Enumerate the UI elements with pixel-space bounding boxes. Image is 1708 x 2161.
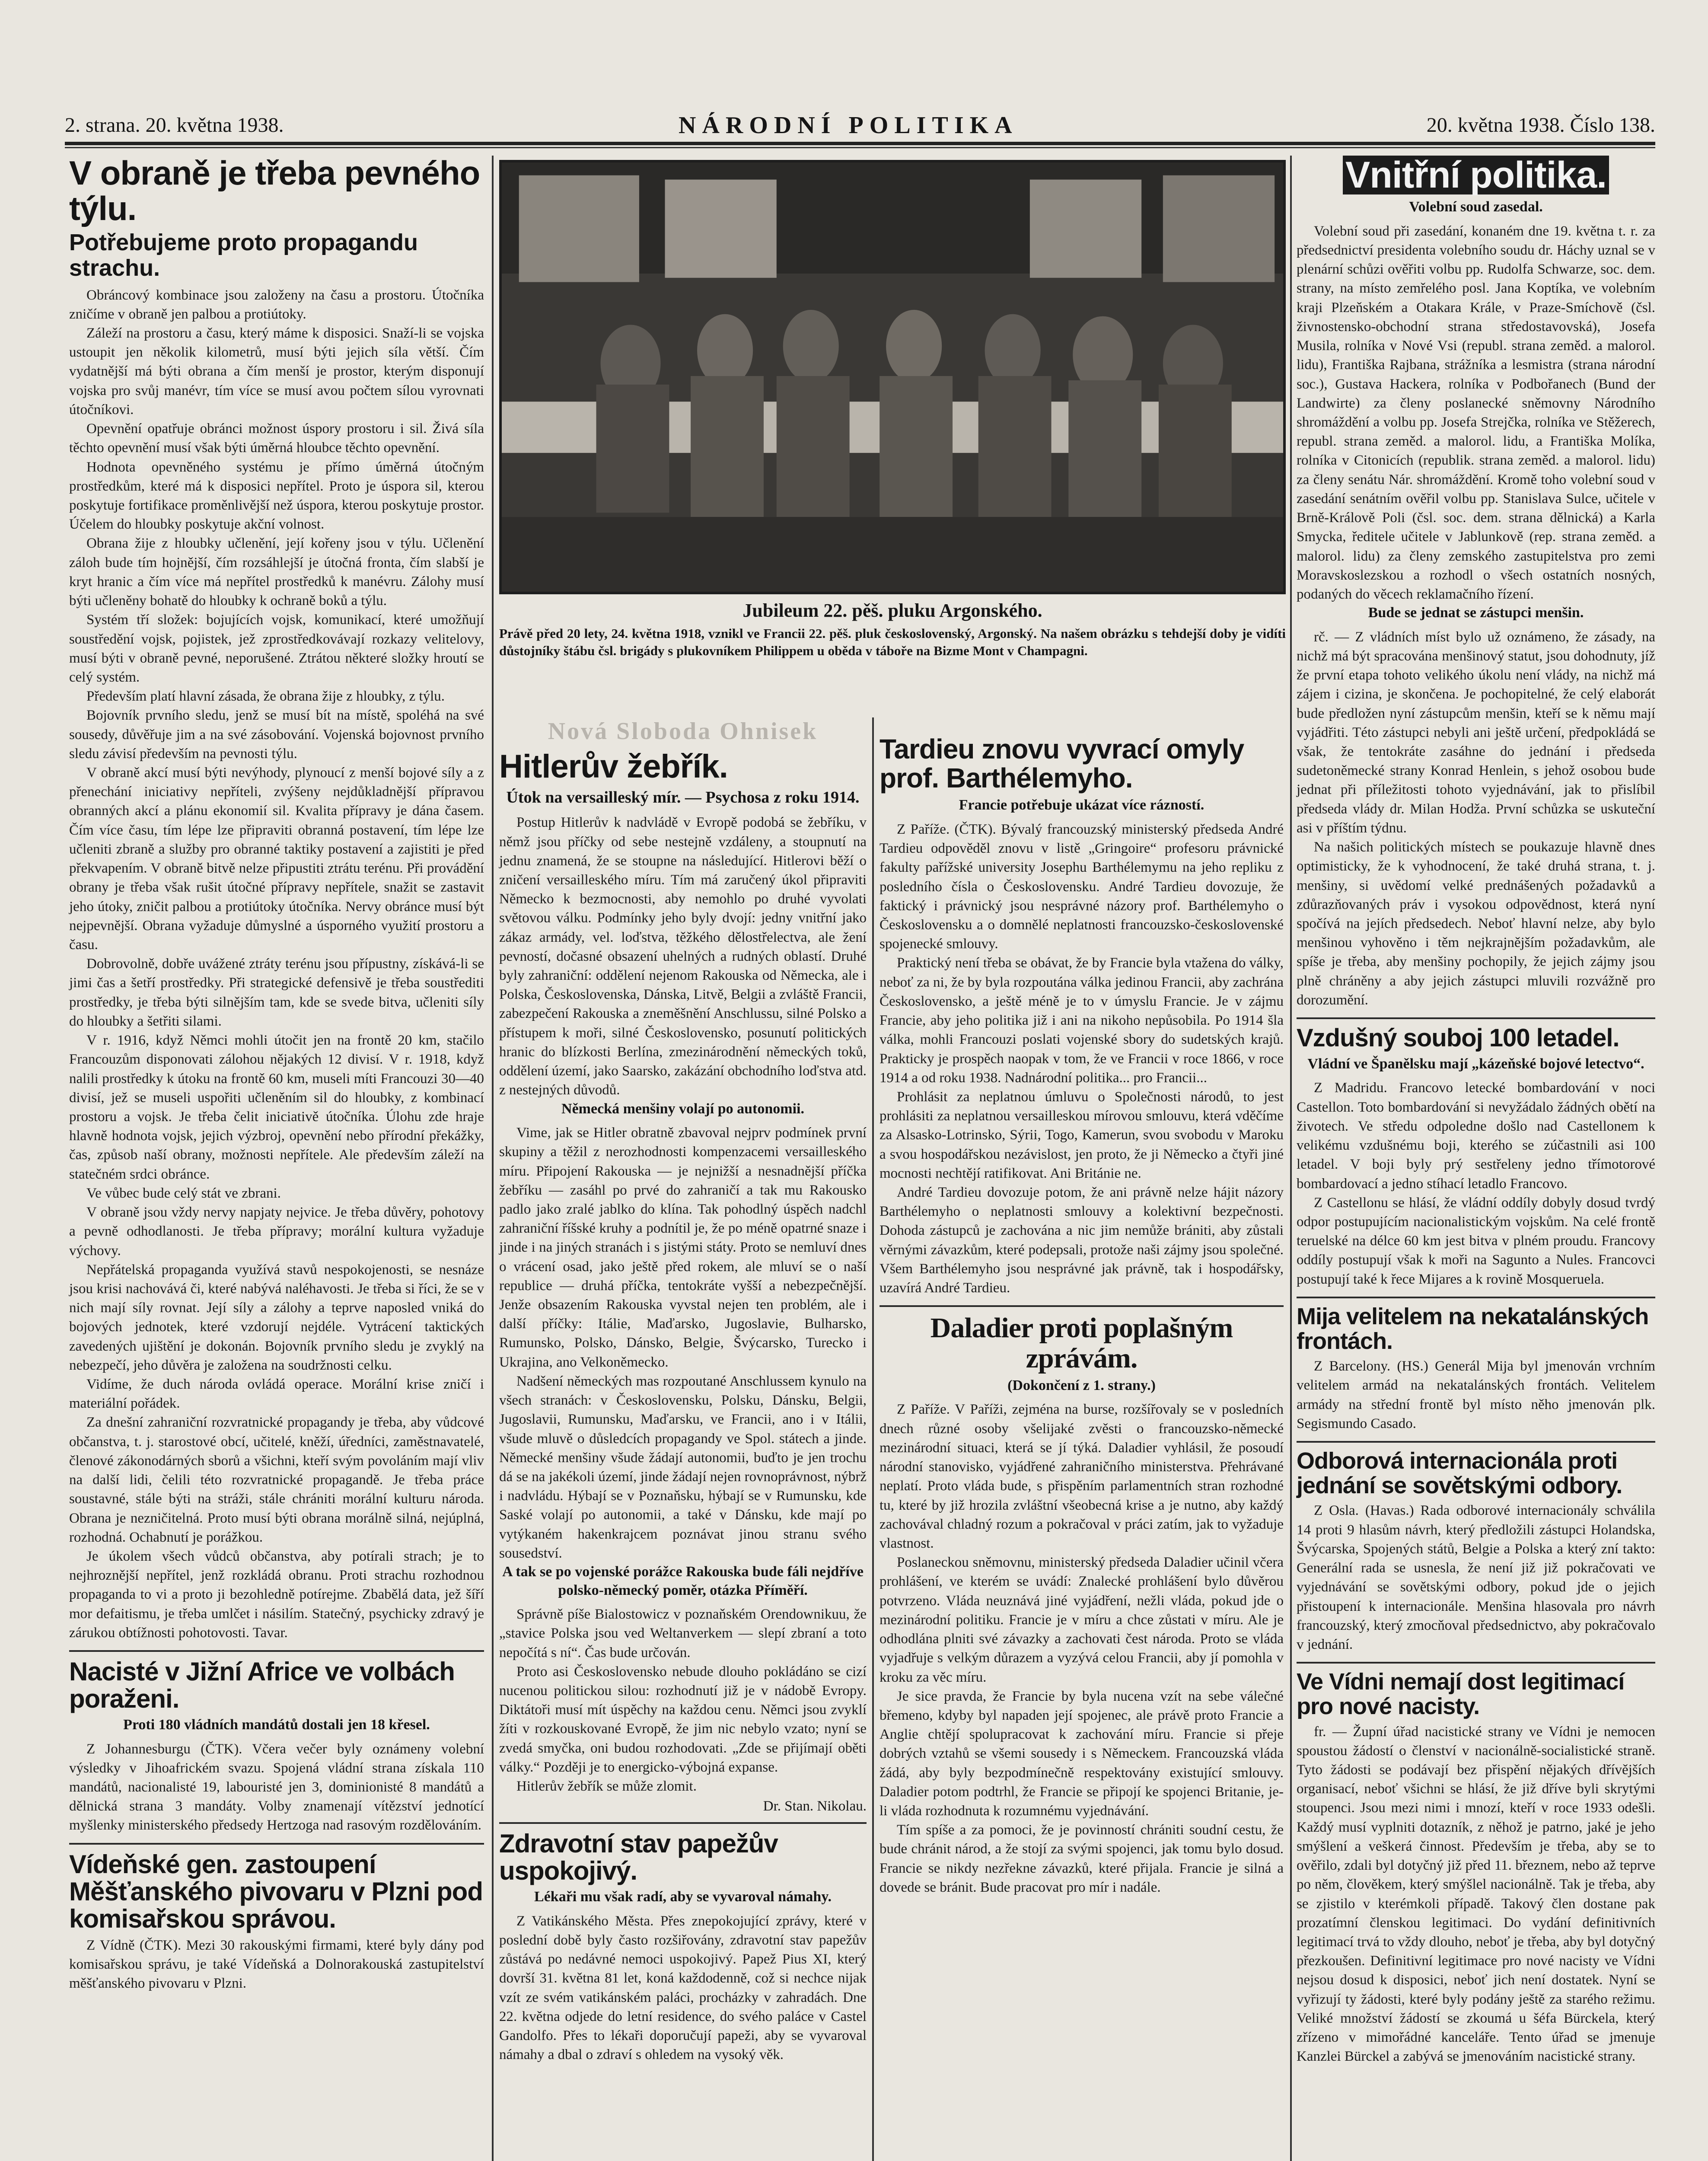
deck: Francie potřebuje ukázat více rázností. [959,797,1205,813]
divider [1297,1662,1655,1664]
masthead-date-left: 2. strana. 20. května 1938. [65,114,284,137]
divider [69,1843,484,1845]
subhead-propaganda: Potřebujeme proto propagandu strachu. [69,229,418,281]
paragraph: Z Osla. (Havas.) Rada odborové internacionály schválila 14 proti 9 hlasům návrh, který předložili zástupci Holandska, Švýcarska, Spojených států, Belgie a Polska a který zní takto: Generální rada se usnesla, že není již již pokračovati ve vyjednávání se sovětskými odbory, pokud jde o jejich přistoupení k internacionále. Menšina hlasovala pro návrh francouzský, který zmocňoval předsednictvo, aby pokračovalo v jednání. [1297,1503,1655,1652]
paragraph: V r. 1916, když Němci mohli útočit jen na frontě 20 km, stačilo Francouzům disponovati zálohou nějakých 12 divisí. V r. 1918, když nalili prostředky k útoku na frontě 60 km, museli míti Francouzi 30—40 divisí, jež se museli uspořiti učleněním sil do hloubky, z kombinací prostoru a vojsk. Je třeba čelit iniciativě útočníka. Úlohu zde hraje hlavně hodnota vojsk, jejich výzbroj, opevnění nebo přírodní překážky, čas, způsob naší obrany, možnosti nepřítele. Ale především záleží na statečném srdci obránce. [69,1033,484,1182]
deck: Lékaři mu však radí, aby se vyvaroval námahy. [534,1889,832,1905]
masthead [65,113,1655,143]
paragraph: Z Vídně (ČTK). Mezi 30 rakouskými firmami, které byly dány pod komisařskou správu, je také Vídeňská a Dolnorakouská zastupitelství měšťanského pivovaru v Plzni. [69,1937,484,1992]
section-subhead: Německá menšiny volají po autonomii. [561,1100,804,1117]
paragraph: Proto asi Československo nebude dlouho pokládáno se cizí nucenou politickou silou: rozhodnutí již je v nádobě Evropy. Diktátoři musí mít úspěchy na každou cenu. Němci jsou zvyklí žíti v rozkouskované Evropě, že jim nic nebylo vzato; nyní se zvedá smyčka, oni budou rozhodovati. „Zde se přijímají oběti války.“ Později je to energicko-výbojná expanse. [499,1664,867,1775]
masthead-rule [65,142,1655,145]
paragraph: Z Barcelony. (HS.) Generál Mija byl jmenován vrchním velitelem armád na nekatalánských frontách. Velitelem armády na střední frontě byl místo něho jmenován plk. Segismundo Casado. [1297,1358,1655,1431]
headline-hitleruv-zebrik: Hitlerův žebřík. [499,748,728,785]
paragraph: Dobrovolně, dobře uvážené ztráty terénu jsou přípustny, získává-li se jimi čas a šetří prostředky. Při strategické defensivě je třeba soustřediti prostředky, je třeba býti silnějším tam, kde se svede bitva, učleniti síly do hloubky a šetřiti silami. [69,956,484,1029]
paragraph: Obráncový kombinace jsou založeny na času a prostoru. Útočníka zničíme v obraně jen palbou a protiútoky. [69,287,484,322]
section-subhead: Bude se jednat se zástupci menšin. [1368,605,1584,621]
paragraph: Záleží na prostoru a času, který máme k disposici. Snaží-li se vojska ustoupit jen několik kilometrů, musí býti jejich síla větší. Čím vydatnější má býti obrana a čím menší je prostor, kterým disponují vojska pro svůj manévr, tím více se musí avou počtem sílou vyrovnati útočníkovi. [69,325,484,418]
headline-nacisté-afrika: Nacisté v Jižní Africe ve volbách poraženi. [69,1657,455,1714]
paragraph: Je úkolem všech vůdců občanstva, aby potírali strach; je to nejhroznější nepřítel, jenž rozkládá obranu. Proti strachu rozhodnou propaganda to vi a proto ji bezohledně potírejme. Zbabělá data, jež šíří mor defaitismu, je třeba umlčet i násilím. Statečný, psychicky zdravý je zárukou obtížnosti pohotovosti. Tavar. [69,1549,484,1641]
headline-daladier: Daladier proti poplašným zprávám. [930,1312,1233,1374]
deck: Útok na versailleský mír. — Psychosa z roku 1914. [506,788,860,806]
paragraph: Obrana žije z hloubky učlenění, její kořeny jsou v týlu. Učlenění záloh bude tím hojnější, čím rozsáhlejší je útočná fronta, čím slabší je kryt hranic a čím více má nepřítel prostředků k manévru. Zálohy musí býti učleněny bohatě do hloubky k ochraně boků a týlu. [69,535,484,609]
caption-text: Právě před 20 lety, 24. května 1918, vznikl ve Francii 22. pěš. pluk československý, Argonský. Na našem obrázku s tehdejší doby je vidíti důstojníky štábu čsl. brigády s plukovníkem Philippem u oběda v táboře na Bizme Mont v Champagni. [499,626,1286,658]
divider [1297,1017,1655,1019]
section-subhead: Volební soud zasedal. [1409,199,1543,215]
paragraph: Z Paříže. V Paříži, zejména na burse, rozšířovaly se v posledních dnech různé osoby všelijaké zvěsti o francouzsko-německé mezinárodní situaci, která se jí týká. Daladier vyhlásil, že posoudí národní stanovisko, vyjádřené zahraničního ministerstva. Přehrávané neplatí. Proto vláda bude, s přispěním parlamentních stran rozhodné tu, které by již hrozila zvláštní všeobecná krise a je nutno, aby každý zachovával chladný rozum a pokračoval v práci zatím, jak to vyžaduje vlastnost. [879,1402,1284,1551]
column-2 [499,717,867,2065]
headline-mija: Mija velitelem na nekatalánských frontách. [1297,1303,1649,1354]
section-subhead: A tak se po vojenské porážce Rakouska bude fáli nejdříve polsko-německý poměr, otázka Příměří. [502,1564,864,1598]
paragraph: Praktický není třeba se obávat, že by Francie byla vtažena do války, neboť za ni, že by byla rozpoutána válka jedinou Francii, aby zachrána Československo, a ještě méně je to v úmyslu Francie. Je v zájmu Francie, aby jeho politika již i ani na nikoho nepůsobila. Po 1914 šla válka, mohli Francouzi poslati vojenské sbory do sudetských krajů. Prakticky je prospěch naopak v tom, že ve Francii v roce 1866, v roce 1914 a od roku 1938. Nadnárodní politika... pro Francii... [879,955,1284,1086]
paragraph: V obraně jsou vždy nervy napjaty nejvice. Je třeba důvěry, pohotovy a pevně odhodlanosti. Je třeba přípravy; morální kultura vyžaduje výchovy. [69,1205,484,1259]
paragraph: Z Castellonu se hlásí, že vládní oddíly dobyly dosud tvrdý odpor postupujícím nacionalistickým vojskům. Na celé frontě teruelské na délce 60 km jest bitva v plném proudu. Francovy oddíly postupují však k moři na Sagunto a Nules. Francovci postupují také k řece Mijares a k rovině Mosqueruela. [1297,1195,1655,1287]
paragraph: Z Madridu. Francovo letecké bombardování v noci Castellon. Toto bombardování si nevyžádalo žádných obětí na životech. Ve středu odpoledne došlo nad Castellonem k velikému vzdušnému boji, kterého se zúčastnili asi 100 letadel. V boji byly prý sestřeleny jedno třímotorové bombardovací a jedno stíhací letadlo Francovo. [1297,1080,1655,1192]
paragraph: Správně píše Bialostowicz v poznaňském Orendownikuu, že „stavice Polska jsou ved Weltanverkem — slepí zbraní a toto nepočítá s ní“. Čas bude určován. [499,1606,867,1661]
headline-viden-legitimace: Ve Vídni nemají dost legitimací pro nové nacisty. [1297,1669,1625,1719]
paragraph: V obraně akcí musí býti nevýhody, plynoucí z menší bojové síly a z přenechání iniciativy nepříteli, zvýšeny nejdůkladnější přípravou obranných akcí a plánu ekonomií sil. Kvalita přípravy je dána časem. Čím více času, tím lépe lze připraviti obranná postavení, tím lépe lze učleniti zbraně a služby pro obranné taktiky postavení a zajistiti je před překvapením. V obraně bitvě nelze připustiti ztrátu terénu. Při provádění obrany je třeba však rušit útočné přípravy nepřítele, snažit se zastavit jeho útoky, zničit palbou a protiútoky útočníka. Nervy obránce musí být nejpevnější. Obrana vyžaduje důmyslné a úsporného využití prostoru a času. [69,765,484,953]
masthead-rule-thin [65,147,1655,148]
headline-vnitrni-politika [1297,156,1655,194]
paragraph: Systém tří složek: bojujících vojsk, komunikací, které umožňují soustředění vojsk, pojistek, jež zprostředkovávají rozkazy velitelovy, musí býti v obraně pevné, neporušené. Ztrátou některé složky hroutí se celý systém. [69,612,484,685]
divider [69,1650,484,1652]
column-3 [879,735,1284,1897]
caption-title: Jubileum 22. pěš. pluku Argonského. [742,600,1042,621]
bleed-through-header: Nová Sloboda Ohnisek [548,718,818,745]
deck: (Dokončení z 1. strany.) [1007,1377,1156,1393]
paragraph: Poslaneckou sněmovnu, ministerský předseda Daladier učinil včera prohlášení, ve kterém se uvádí: Znalecké prohlášení bylo důvěrou potvrzeno. Vláda neuznává jiné vyjádření, nežli vláda, pokud jde o mezinárodní politiku. Francie je v míru a chce zůstati v míru. Ale je odhodlána plniti své závazky a zachovati čest národa. Proto se vláda vyjadřuje s velkým důrazem a vyzývá celou Francii, aby jí pomohla v kroku za věc míru. [879,1555,1284,1685]
paragraph: fr. — Župní úřad nacistické strany ve Vídni je nemocen spoustou žádostí o členství v nacionálně-socialistické straně. Tyto žádosti se podávají bez přispění nějakých dřívějších organisací, neboť všichni se hlásí, že již dříve byli skrytými stoupenci. Jsou mezi nimi i mnozí, kteří v roce 1933 odešli. Každý musí vyplniti dotazník, z něhož je patrno, jaké je jeho smýšlení a veškerá činnost. Především je třeba, aby se to ověřilo, zdali byl dotyčný již před 11. březnem, nebo až teprve po něm, člověkem, který smýšlel nacionálně. Tak je třeba, aby se zjistilo v kterémkoli případě. Takový člen dostane pak prozatímní členskou legitimaci. Do vydání definitivních legitimací trvá to vždy dlouho, neboť je třeba, aby byl dotyčný přezkoušen. Definitivní legitimace pro nové nacisty ve Vídni nejsou dosud k disposici, neboť jich není dostatek. Nyní se vyřizují ty žádosti, které byly podány ještě za starého režimu. Veliké množství žádostí se zkoumá u šéfa Bürckela, který zřízeno v mimořádné kanceláře. Tento úřad se jmenuje Kanzlei Bürckel a zabývá se jmenováním nacistické strany. [1297,1724,1655,2065]
paragraph: Tím spíše a za pomoci, že je povinností chrániti soudní cestu, že bude chránit národ, a že stojí za svými spojenci, jak tomu bylo dosud. Francie se nikdy nezřekne závazků, které přijala. Francie je silná a dovede se bránit. Bude pracovat pro mír i nadále. [879,1822,1284,1895]
paragraph: Hodnota opevněného systému je přímo úměrná útočným prostředkům, které má k disposici nepřítel. Proto je úspora sil, kterou poskytuje fortifikace proměnlivější než úspora, kterou poskytuje prostor. Účelem do hloubky poskytuje akční volnost. [69,459,484,532]
paragraph: Hitlerův žebřík se může zlomit. [516,1779,697,1794]
paragraph: Postup Hitlerův k nadvládě v Evropě podobá se žebříku, v němž jsou příčky od sebe nestejně vzdáleny, a stoupnutí na jednu znamená, že se stoupne na následující. Hitlerovi běží o zničení versailleského míru. Tím má zaručený úkol připraviti Německo k bezmocnosti, aby nemohlo po druhé vyvolati světovou válku. Podmínky jeho byly dvojí: jedny vnitřní jako zákaz armády, vel. loďstva, těžkého dělostřelectva, ale žení pevností, dočasné obsazení uhelných a rudných oblastí. Druhé byly zahraniční: oddělení nejenom Rakouska od Německa, ale i Polska, Československa, Dánska, Litvě, Belgii a zvláště Francii, zabezpečení Rakouska a zneměšnění Anschlussu, silné Polsko a přístupem k moři, silné Československo, posunutí politických hranic do blízkosti Berlína, zmezinárodnění německých toků, oddělení území, jako Saarsko, zakázání obchodního loďstva atd. z nestejných důvodů. [499,815,867,1098]
section-banner: Vnitřní politika. [1343,156,1609,194]
divider [1297,1441,1655,1443]
paragraph: Nadšení německých mas rozpoutané Anschlussem kynulo na všech stranách: v Československu, Polsku, Dánsku, Belgii, Jugoslavii, Rumunsku, Maďarsku, ve Francii, ano i v Itálii, všude mluvě o důsledcích propagandy ve Spol. státech a jinde. Německé menšiny všude žádají autonomii, buďto je jen trochu dá se na jakékoli území, jinde žádají nejen rovnoprávnost, nýbrž i nadvládu. Hýbají se v Poznaňsku, hýbají se v Rumunsku, kde Saské volají po autonomii, a také v Dánsku, kde mají po vytýkaném hakenkrajcem poznávat jinou stranu svého sousedství. [499,1373,867,1561]
headline-papez: Zdravotní stav papežův uspokojivý. [499,1829,778,1886]
paragraph: Za dnešní zahraniční rozvratnické propagandy je třeba, aby vůdcové občanstva, t. j. starostové obcí, učitelé, kněží, úředníci, zaměstnavatelé, členové zákonodárných sborů a všichni, kteří svým povoláním mají vliv na další lidi, čelili této rozvratnické propagandě. Je třeba práce soustavné, stále býti na stráži, stále chrániti morální kulturu národa. Obrana je nezničitelná. Proto musí býti obrana morálně silná, nejúplná, rozhodná. Ochabnutí je porážkou. [69,1415,484,1545]
paragraph: Vime, jak se Hitler obratně zbavoval nejprv podmínek první skupiny a těžil z nerozhodnosti kompenzacemi versailleského míru. Připojení Rakouska — je nejnižší a nesnadnější příčka žebříku — zasáhl po prvé do zahraničí a tak mu Rakousko padlo jako zralé jablko do klína. Tak pohodlný úspěch nadchl zahraniční říšské kruhy a podnítil je, že po méně opatrné snaze i jinde i na jiných stranách i s jistými státy. Proto se nemluví dnes o vrácení osad, jako ještě před rokem, ale mluví se o naší republice — druhá příčka, tentokráte vyšší a nebezpečnější. Jenže obsazením Rakouska vyvstal nejen ten problém, ale i další příčky: Itálie, Maďarsko, Jugoslavie, Bulharsko, Rumunsko, Polsko, Dánsko, Belgie, Švýcarsko, Turecko i Ukrajina, ano Velkoněmecko. [499,1125,867,1370]
headline-tardieu: Tardieu znovu vyvrací omyly prof. Barthélemyho. [879,733,1244,794]
paragraph: Ve vůbec bude celý stát ve zbrani. [86,1185,281,1201]
paragraph: Především platí hlavní zásada, že obrana žije z hloubky, z týlu. [86,688,445,704]
photo-officers-dinner [499,160,1286,594]
paragraph: André Tardieu dovozuje potom, že ani právně nelze hájit názory Barthélemyho o neplatnosti smlouvy a kolektivní bezpečnosti. Dohoda zástupců je zachována a nic jim nemůže brániti, aby zůstali věrnými závazkům, které podepsali, protože naši zájmy jsou společné. Všem Barthélemyho jsou nesprávné jak právně, tak i hospodářsky, uzavírá André Tardieu. [879,1185,1284,1296]
paragraph: Na našich politických místech se poukazuje hlavně dnes optimisticky, že k vyhodnocení, že také druhá strana, t. j. menšiny, si uvědomí velké prednášených požadavků a zdůrazňovaných práv i vysokou odpovědnost, která nyní spočívá na jejích předsedech. Neboť hlavní nelze, aby bylo menšinou vyhověno i těm nejkrajnějším požadavkům, ale spíše je třeba, aby menšiny pochopily, že jejich zájmy jsou plně chráněny a aby jejich zástupci mluvili rozvážně pro dorozumění. [1297,839,1655,1008]
deck: Proti 180 vládních mandátů dostali jen 18 křesel. [123,1717,430,1733]
divider [879,1305,1284,1307]
paragraph: Opevnění opatřuje obránci možnost úspory prostoru i sil. Živá síla těchto opevnění musí však býti úměrná hloubce těchto opevnění. [69,421,484,456]
paragraph: rč. — Z vládních míst bylo už oznámeno, že zásady, na nichž má být spracována menšinový statut, jsou dohodnuty, jíž že první etapa tohoto velikého úkolu není vlády, na nichž má zájem i cizina, je skončena. Je pochopitelné, že celý elaborát bude předložen nyní zástupcům menšin, kteří se k němu mají vyjádřiti. Této zástupci nebyli ani ještě určení, předpokládá se však, že tentokráte zasáhne do jednání i předseda sudetoněmecké strany Konrad Henlein, s jehož osobou bude jednat při příležitosti tohoto vyjednávání, jak to přislíbil předseda vlády dr. Milan Hodža. První schůzka se uskuteční asi v příštím týdnu. [1297,629,1655,836]
paragraph: Z Paříže. (ČTK). Bývalý francouzský ministerský předseda André Tardieu odpověděl znovu v listě „Gringoire“ profesoru právnické fakulty pařížské university Josephu Barthélemymu na jeho repliku z posledního čísla o Československu. André Tardieu dovozuje, že faktický i právnický jsou nesprávné názory prof. Barthélemyho o Československu a o domnělé neplatnosti francouzsko-československé spojenecké smlouvy. [879,821,1284,952]
column-4 [1297,156,1655,2066]
deck: Vládní ve Španělsku mají „kázeňské bojové letectvo“. [1307,1055,1644,1072]
paragraph: Vidíme, že duch národa ovládá operace. Morální krise zničí i materiální pořádek. [69,1377,484,1412]
column-rule-1 [492,156,494,2161]
headline-pivovar: Vídeňské gen. zastoupení Měšťanského pivovaru v Plzni pod komisařskou správou. [69,1849,483,1933]
divider [1297,1297,1655,1298]
masthead-title: NÁRODNÍ POLITIKA [679,112,1018,139]
paragraph: Je sice pravda, že Francie by byla nucena vzít na sebe válečné břemeno, kdyby byl napaden její spojenec, ale právě proto Francie a Anglie chtějí spolupracovat k zachování míru. Francie si přeje dobrých vztahů se všemi sousedy i s Německem. Francouzská vláda žádá, aby byly bezpodmínečně respektovány existující smlouvy. Daladier potom podtrhl, že Francie se připojí ke spojenci Britanie, je-li vláda rozhodnuta k rozumnému vyjednávání. [879,1688,1284,1819]
paragraph: Prohlásit za neplatnou úmluvu o Společnosti národů, to jest prohlásiti za neplatnou versailleskou mírovou smlouvu, která vděčíme za Alsasko-Lotrinsko, Sýrii, Togo, Kamerun, svou svobodu v Maroku a svou hospodářskou nezávislost, jen proto, že ji Německo a čtyři jiné mocnosti nechtějí ratifikovat. Ani Británie ne. [879,1089,1284,1181]
column-rule-2 [872,717,874,2161]
signature: Dr. Stan. Nikolau. [763,1798,867,1814]
headline-obrana: V obraně je třeba pevného týlu. [69,154,480,227]
column-1 [69,156,484,1993]
paragraph: Z Johannesburgu (ČTK). Včera večer byly oznámeny volební výsledky v Jihoafrickém svazu. Spojená vládní strana získala 110 mandátů, nacionalisté 19, labouristé jen 3, dominionisté 8 mandátů a dělnická strana 3 mandáty. Volby znamenají vítězství jednotící myšlenky ministerského předsedy Hertzoga nad rasovým rozdělováním. [69,1741,484,1833]
photo-caption [499,599,1286,659]
paragraph: Z Vatikánského Města. Přes znepokojující zprávy, které v poslední době byly často rozšiřovány, zdravotní stav papežův zůstává po nedávné nemoci uspokojivý. Papež Pius XI, který dovrší 31. května 81 let, koná každodenně, což si nechce nijak vzít ze svém vatikánském paláci, procházky v zahradách. Dne 22. května odjede do letní residence, do svého paláce v Castel Gandolfo. Přes to lékaři doporučují papeži, aby se vyvaroval námahy a dbal o zdraví s ohledem na vysoký věk. [499,1913,867,2063]
divider [499,1822,867,1824]
photo-image [502,163,1283,592]
masthead-date-right: 20. května 1938. Číslo 138. [1426,114,1655,137]
headline-odborova-internacionala: Odborová internacionála proti jednání se sovětskými odbory. [1297,1448,1622,1498]
paragraph: Volební soud při zasedání, konaném dne 19. května t. r. za předsednictví presidenta volebního soudu dr. Háchy uznal se v plenární schůzi ověřiti volbu pp. Rudolfa Schwarze, soc. dem. strany, na místo zemřelého posl. Jana Koptíka, ve volebním kraji Plzeňském a Otakara Krále, v Praze-Smíchově (čsl. živnostensko-obchodní strana středostavovská), Josefa Musila, rolníka v Nové Vsi (republ. strana zeměd. a malorol. lidu), Františka Rajbana, strážníka a lesmistra (strana národní soc.), Gustava Hackera, rolníka v Podbořanech (Bund der Landwirte) za členy poslanecké sněmovny Národního shromáždění a volbu pp. Josefa Strejčka, rolníka ve Stěžerech, republ. strana zeměd. a malorol. lidu, a Františka Molíka, rolníka v Citonicích (republik. strana zeměd. a malorol. lidu) za členy senátu Nár. shromáždění. Kromě toho volební soud v zasedání senátním ověřil volbu pp. Stanislava Sulce, učitele v Brně-Králově Poli (čsl. soc. dem. strana dělnická) a Karla Smycka, ředitele učitele v Jablunkově (rep. strana zeměd. a malorol. lidu) za členy zemského zastupitelstva pro zemi Moravskoslezskou a rozhodl o všech ostatních nosných, podaných do věcech reklamačního řízení. [1297,223,1655,602]
paragraph: Bojovník prvního sledu, jenž se musí bít na místě, spoléhá na své sousedy, důvěřuje jim a na své zásobování. Vojenská bojovnost prvního sledu závisí především na pevnosti týlu. [69,708,484,762]
column-rule-3 [1290,156,1292,2161]
paragraph: Nepřátelská propaganda využívá stavů nespokojenosti, se nesnáze jsou krisi nachovává či, které nabývá naléhavosti. Je třeba si říci, že se v nich mají síly rovnat. Její síly a zálohy a teprve naposled vniká do bojových jednotek, které vzdorují nejdéle. Vytrácení taktických zavedených ujištění je dokonán. Bojovník prvního sledu je zvyklý na nebezpečí, jeho důvěra je založena na soudržnosti celku. [69,1262,484,1373]
headline-vzdusny-souboj: Vzdušný souboj 100 letadel. [1297,1024,1619,1052]
